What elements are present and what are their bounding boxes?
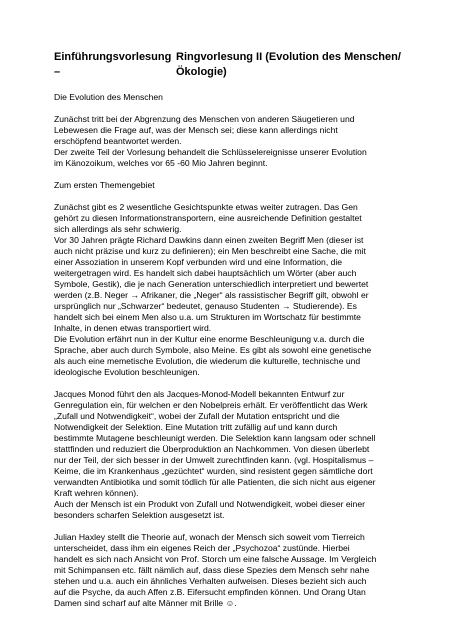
text-line: ideologische Evolution beschleunigen. [54,367,200,377]
text-line: besonders scharfen Selektion ausgesetzt ist. [54,510,225,520]
text-line: bestimmte Mutagene beschleunigt werden. Die Selektion kann langsam oder schnell [54,433,376,443]
text-line: werden (z.B. Neger → Afrikaner, die „Neger“ als rassistischer Begriff gilt, obwohl er [54,290,369,300]
text-line: als auch eine memetische Evolution, die wiederum die kulturelle, technische und [54,356,361,366]
text-line: handelt es sich nach Ansicht von Prof. Storch um eine falsche Aussage. Im Vergleich [54,554,377,564]
text-line: auf die Psyche, da auch Affen z.B. Eifersucht empfinden können. Und Orang Utan [54,587,366,597]
text-line: unterscheidet, dass ihm ein eigenes Reich der „Psychozoa“ zustünde. Hierbei [54,543,350,553]
title-left: Einführungsvorlesung – [54,51,172,78]
text-line: mit Schimpansen etc. fällt nämlich auf, dass diese Spezies dem Mensch sehr nahe [54,565,370,575]
text-line: Genregulation ein, für welchen er den Nobelpreis erhält. Er veröffentlicht das Werk [54,400,368,410]
text-line: Auch der Mensch ist ein Produkt von Zufall und Notwendigkeit, wobei dieser einer [54,499,365,509]
section-heading-first-topic: Zum ersten Themengebiet [54,180,155,190]
text-line: Lebewesen die Frage auf, was der Mensch sei; diese kann allerdings nicht [54,125,338,135]
text-line: Vor 30 Jahren prägte Richard Dawkins dann einen zweiten Begriff Men (dieser ist [54,235,364,245]
title-right: Ringvorlesung II (Evolution des Menschen/Ökologie) [176,51,401,78]
text-line: auch nicht präzise und kurz zu definieren); ein Men beschreibt eine Sache, die mit [54,246,366,256]
paragraph-monod [54,389,402,521]
text-line: Inhalte, in denen etwas transportiert wird. [54,323,212,333]
text-line: Sprache, aber auch durch Symbole, also Meine. Es gibt als sowohl eine genetische [54,345,372,355]
text-line: Julian Haxley stellt die Theorie auf, wonach der Mensch sich soweit vom Tierreich [54,532,365,542]
paragraph-intro [54,114,402,169]
text-line: „Zufall und Notwendigkeit“, wobei der Zufall der Mutation entspricht und die [54,411,340,421]
document-body [54,92,402,609]
text-line: Kraft wehren können). [54,488,139,498]
text-line: Zunächst gibt es 2 wesentliche Gesichtspunkte etwas weiter zutragen. Das Gen [54,202,358,212]
document-title [54,50,424,80]
text-line: sich allerdings als sehr schwierig. [54,224,182,234]
text-line: handelt sich bei einem Men also u.a. um Strukturen im Wortschatz für bestimmte [54,312,361,322]
text-line: im Känozoikum, welches vor 65 -60 Mio Jahren beginnt. [54,158,268,168]
text-line: gehört zu diesen Informationstransportern, eine ausreichende Definition gestaltet [54,213,362,223]
paragraph-aspects [54,202,402,378]
text-line: Notwendigkeit der Selektion. Eine Mutation tritt zufällig auf und kann durch [54,422,338,432]
text-line: Jacques Monod führt den als Jacques-Monod-Modell bekannten Entwurf zur [54,389,345,399]
text-line: Damen sind scharf auf alte Männer mit Brille ☺. [54,598,237,608]
text-line: Symbole, Gestik), die je nach Generation unterschiedlich interpretiert und bewertet [54,279,369,289]
text-line: weitergetragen wird. Es handelt sich dabei hauptsächlich um Wörter (aber auch [54,268,357,278]
text-line: Keime, die im Krankenhaus „gezüchtet“ wurden, sind resistent gegen sämtliche dort [54,466,373,476]
text-line: Zunächst tritt bei der Abgrenzung des Menschen von anderen Säugetieren und [54,114,355,124]
text-line: einer Assoziation in unserem Kopf verbunden wird und eine Information, die [54,257,343,267]
text-line: stattfinden und reduziert die Überproduktion an Nachkommen. Von diesen überlebt [54,444,370,454]
text-line: ursprünglich nur „Schwarzer“ bedeutet, genauso Studenten → Studierende). Es [54,301,357,311]
text-line: nur der Teil, der sich besser in der Umwelt zurechtfinden kann. (vgl. Hospitalismus – [54,455,374,465]
section-heading-evolution: Die Evolution des Menschen [54,92,163,102]
text-line: Die Evolution erfährt nun in der Kultur eine enorme Beschleunigung v.a. durch die [54,334,365,344]
text-line: verwandten Antibiotika und somit tödlich für alle Patienten, die sich nicht aus eigener [54,477,376,487]
text-line: erschöpfend beantwortet werden. [54,136,182,146]
text-line: stehen und u.a. auch ein ähnliches Verhalten aufweisen. Dieses bezieht sich auch [54,576,367,586]
paragraph-huxley [54,532,402,609]
text-line: Der zweite Teil der Vorlesung behandelt die Schlüsselereignisse unserer Evolution [54,147,367,157]
